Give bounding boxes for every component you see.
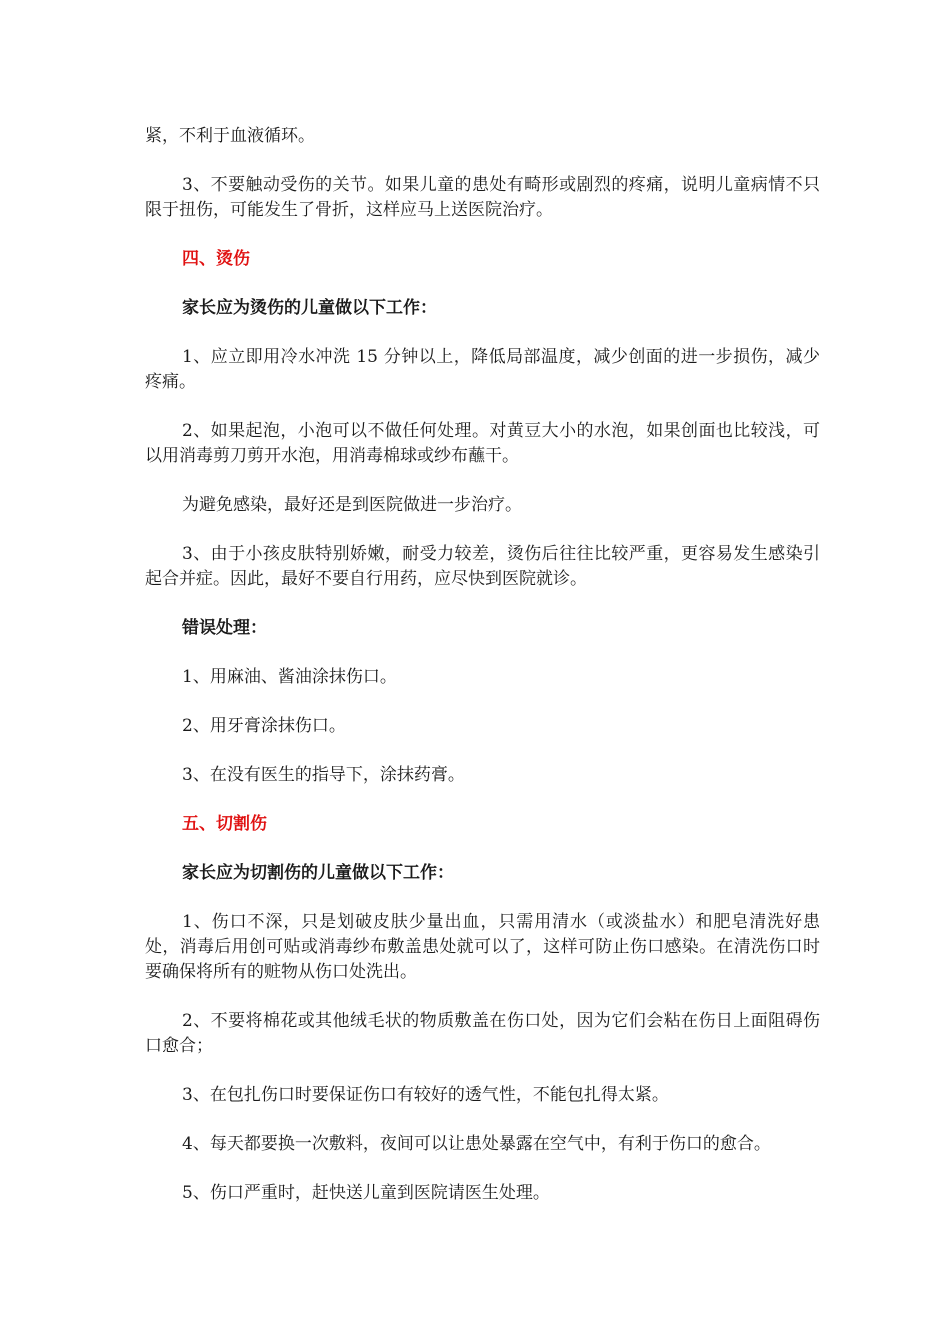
paragraph-cuts-item-2: 2、不要将棉花或其他绒毛状的物质敷盖在伤口处，因为它们会粘在伤日上面阻碍伤口愈合； bbox=[145, 1011, 820, 1056]
paragraph-burns-item-2: 2、如果起泡，小泡可以不做任何处理。对黄豆大小的水泡，如果创面也比较浅，可以用消毒剪刀剪开水泡，用消毒棉球或纱布蘸干。 bbox=[145, 421, 820, 466]
section-heading-cuts: 五、切割伤 bbox=[182, 814, 267, 834]
subheading-burns-care: 家长应为烫伤的儿童做以下工作： bbox=[182, 298, 437, 318]
paragraph-cuts-item-1: 1、伤口不深，只是划破皮肤少量出血，只需用清水（或淡盐水）和肥皂清洗好患处，消毒后用创可贴或消毒纱布敷盖患处就可以了，这样可防止伤口感染。在清洗伤口时要确保将所有的赃物从伤口处洗出。 bbox=[145, 912, 820, 982]
section-heading-burns: 四、烫伤 bbox=[182, 249, 250, 269]
paragraph-wrong-item-2: 2、用牙膏涂抹伤口。 bbox=[182, 716, 346, 736]
document-body bbox=[145, 124, 820, 1230]
subheading-cuts-care: 家长应为切割伤的儿童做以下工作： bbox=[182, 863, 454, 883]
paragraph-cuts-item-4: 4、每天都要换一次敷料，夜间可以让患处暴露在空气中，有利于伤口的愈合。 bbox=[182, 1134, 771, 1154]
paragraph-cuts-item-5: 5、伤口严重时，赶快送儿童到医院请医生处理。 bbox=[182, 1183, 550, 1203]
paragraph-wrong-item-1: 1、用麻油、酱油涂抹伤口。 bbox=[182, 667, 397, 687]
paragraph-burns-note: 为避免感染，最好还是到医院做进一步治疗。 bbox=[182, 495, 522, 515]
paragraph-continuation: 紧，不利于血液循环。 bbox=[145, 126, 315, 146]
paragraph-sprain-item-3: 3、不要触动受伤的关节。如果儿童的患处有畸形或剧烈的疼痛，说明儿童病情不只限于扭伤，可能发生了骨折，这样应马上送医院治疗。 bbox=[145, 175, 820, 220]
paragraph-wrong-item-3: 3、在没有医生的指导下，涂抹药膏。 bbox=[182, 765, 465, 785]
subheading-wrong-treatment: 错误处理： bbox=[182, 618, 267, 638]
paragraph-burns-item-1: 1、应立即用冷水冲洗 15 分钟以上，降低局部温度，减少创面的进一步损伤，减少疼痛。 bbox=[145, 347, 820, 392]
paragraph-cuts-item-3: 3、在包扎伤口时要保证伤口有较好的透气性，不能包扎得太紧。 bbox=[182, 1085, 669, 1105]
paragraph-burns-item-3: 3、由于小孩皮肤特别娇嫩，耐受力较差，烫伤后往往比较严重，更容易发生感染引起合并症。因此，最好不要自行用药，应尽快到医院就诊。 bbox=[145, 544, 820, 589]
